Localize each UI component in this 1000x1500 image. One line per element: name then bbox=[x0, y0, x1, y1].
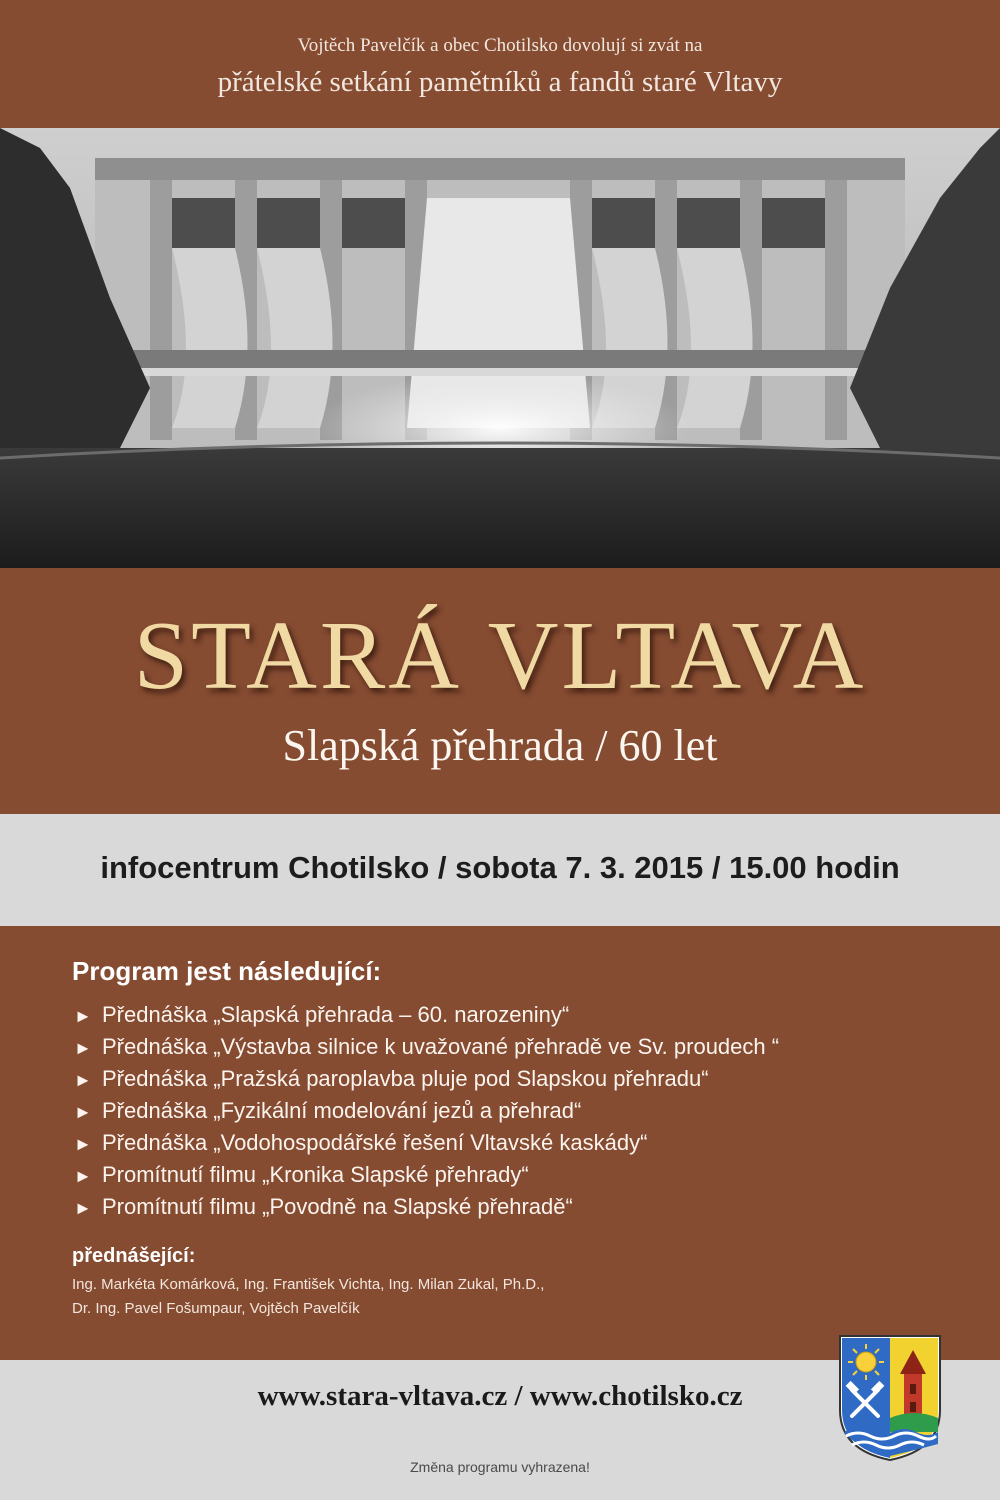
website-links: www.stara-vltava.cz / www.chotilsko.cz bbox=[257, 1380, 743, 1412]
event-details: infocentrum Chotilsko / sobota 7. 3. 2015 / 15.00 hodin bbox=[100, 850, 900, 885]
program-item-text: Přednáška „Výstavba silnice k uvažované přehradě ve Sv. proudech “ bbox=[102, 1034, 780, 1059]
lecturers-line-2: Dr. Ing. Pavel Fošumpaur, Vojtěch Pavelčík bbox=[72, 1300, 360, 1317]
poster-subtitle: Slapská přehrada / 60 let bbox=[282, 721, 718, 770]
arrow-right-icon: ► bbox=[74, 1038, 92, 1058]
program-heading: Program jest následující: bbox=[72, 956, 382, 986]
arrow-right-icon: ► bbox=[74, 1166, 92, 1186]
program-item bbox=[74, 1162, 779, 1194]
program-item bbox=[74, 1098, 779, 1130]
lecturers-line-1: Ing. Markéta Komárková, Ing. František Vichta, Ing. Milan Zukal, Ph.D., bbox=[72, 1276, 545, 1293]
poster-title: STARÁ VLTAVA bbox=[133, 602, 867, 710]
disclaimer: Změna programu vyhrazena! bbox=[410, 1459, 590, 1475]
dam-photo bbox=[0, 128, 1000, 568]
arrow-right-icon: ► bbox=[74, 1070, 92, 1090]
program-item-text: Promítnutí filmu „Povodně na Slapské přehradě“ bbox=[102, 1194, 573, 1219]
lecturers-heading: přednášející: bbox=[72, 1245, 196, 1267]
coat-of-arms-icon bbox=[836, 1332, 944, 1464]
arrow-right-icon: ► bbox=[74, 1102, 92, 1122]
program-list bbox=[74, 1002, 779, 1226]
header-band bbox=[0, 0, 1000, 128]
program-item bbox=[74, 1130, 779, 1162]
program-item-text: Přednáška „Pražská paroplavba pluje pod Slapskou přehradu“ bbox=[102, 1066, 709, 1091]
program-item bbox=[74, 1194, 779, 1226]
arrow-right-icon: ► bbox=[74, 1006, 92, 1026]
program-item-text: Přednáška „Fyzikální modelování jezů a přehrad“ bbox=[102, 1098, 582, 1123]
arrow-right-icon: ► bbox=[74, 1198, 92, 1218]
invitation-line-2: přátelské setkání pamětníků a fandů staré Vltavy bbox=[217, 66, 783, 98]
invitation-line-1: Vojtěch Pavelčík a obec Chotilsko dovolují si zvát na bbox=[297, 35, 703, 56]
arrow-right-icon: ► bbox=[74, 1134, 92, 1154]
program-item-text: Přednáška „Vodohospodářské řešení Vltavské kaskády“ bbox=[102, 1130, 648, 1155]
program-item bbox=[74, 1066, 779, 1098]
program-item bbox=[74, 1034, 779, 1066]
program-item-text: Přednáška „Slapská přehrada – 60. narozeniny“ bbox=[102, 1002, 570, 1027]
program-item-text: Promítnutí filmu „Kronika Slapské přehrady“ bbox=[102, 1162, 529, 1187]
program-item bbox=[74, 1002, 779, 1034]
